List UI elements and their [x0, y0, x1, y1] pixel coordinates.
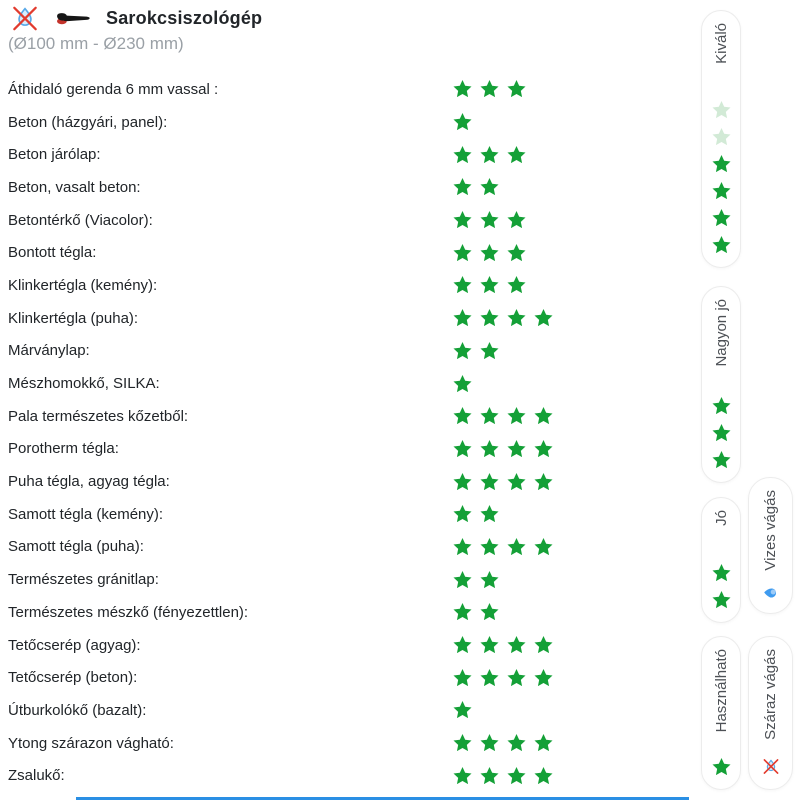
star-icon: [480, 440, 499, 458]
star-icon: [453, 342, 472, 360]
star-icon: [453, 113, 472, 131]
star-icon: [712, 182, 731, 200]
star-icon: [712, 397, 731, 415]
star-rating: [453, 342, 499, 360]
star-icon: [453, 80, 472, 98]
star-icon: [453, 375, 472, 393]
star-icon: [480, 407, 499, 425]
legend-pill-stars: [712, 397, 731, 482]
star-icon: [480, 669, 499, 687]
star-rating: [453, 734, 553, 752]
material-row: [8, 498, 688, 531]
star-icon: [453, 244, 472, 262]
star-icon: [534, 538, 553, 556]
legend-rating-pill: [701, 10, 741, 268]
legend-pill-label: Száraz vágás: [762, 649, 779, 740]
star-icon: [534, 767, 553, 785]
star-icon: [507, 538, 526, 556]
star-icon: [480, 505, 499, 523]
material-row: [8, 236, 688, 269]
star-icon: [507, 636, 526, 654]
materials-list: [8, 73, 688, 792]
legend-pill-label: Vizes vágás: [762, 490, 779, 571]
material-row: [8, 302, 688, 335]
star-icon: [507, 80, 526, 98]
star-icon: [453, 309, 472, 327]
legend-pill-stars: [712, 564, 731, 622]
material-label: Klinkertégla (kemény):: [8, 276, 158, 294]
star-rating: [453, 440, 553, 458]
material-label: Samott tégla (kemény):: [8, 505, 164, 523]
star-icon: [453, 767, 472, 785]
material-label: Betontérkő (Viacolor):: [8, 211, 153, 229]
material-row: [8, 73, 688, 106]
legend-rating-pill: [701, 636, 741, 790]
legend-rating-pill: [701, 497, 741, 623]
legend-cutting-pill: [748, 477, 793, 614]
star-icon: [534, 636, 553, 654]
material-row: [8, 661, 688, 694]
star-icon: [453, 701, 472, 719]
star-rating: [453, 473, 553, 491]
star-icon: [480, 146, 499, 164]
star-icon: [507, 309, 526, 327]
star-icon: [712, 128, 731, 146]
star-icon: [507, 473, 526, 491]
star-icon: [453, 407, 472, 425]
star-icon: [480, 276, 499, 294]
material-row: [8, 629, 688, 662]
star-rating: [453, 603, 499, 621]
material-row: [8, 465, 688, 498]
star-icon: [480, 473, 499, 491]
material-label: Klinkertégla (puha):: [8, 309, 139, 327]
star-icon: [453, 276, 472, 294]
star-icon: [507, 276, 526, 294]
star-rating: [453, 701, 472, 719]
star-icon: [480, 342, 499, 360]
material-row: [8, 563, 688, 596]
material-label: Természetes gránitlap:: [8, 571, 159, 589]
material-row: [8, 269, 688, 302]
star-rating: [453, 636, 553, 654]
star-icon: [507, 767, 526, 785]
star-icon: [712, 564, 731, 582]
star-rating: [453, 178, 499, 196]
star-icon: [480, 636, 499, 654]
star-rating: [453, 767, 553, 785]
material-row: [8, 204, 688, 237]
material-label: Puha tégla, agyag tégla:: [8, 473, 170, 491]
legend-pill-label: Használható: [712, 649, 730, 733]
material-label: Beton, vasalt beton:: [8, 178, 141, 196]
star-icon: [507, 146, 526, 164]
star-icon: [453, 505, 472, 523]
star-icon: [507, 407, 526, 425]
legend-pill-label: Nagyon jó: [712, 299, 730, 367]
star-icon: [453, 538, 472, 556]
star-icon: [712, 101, 731, 119]
star-icon: [712, 758, 731, 776]
no-wet-cutting-icon: [762, 758, 780, 789]
page-title: Sarokcsiszológép: [106, 8, 263, 28]
material-label: Tetőcserép (agyag):: [8, 636, 141, 654]
star-icon: [480, 603, 499, 621]
legend-pill-stars: [712, 101, 731, 267]
star-icon: [480, 538, 499, 556]
material-label: Beton járólap:: [8, 146, 101, 164]
legend-pill-stars: [712, 758, 731, 789]
star-icon: [534, 734, 553, 752]
star-rating: [453, 538, 553, 556]
legend-pill-label: Kiváló: [712, 23, 730, 64]
material-row: [8, 531, 688, 564]
star-icon: [712, 209, 731, 227]
star-icon: [453, 473, 472, 491]
material-row: [8, 106, 688, 139]
star-icon: [480, 571, 499, 589]
star-icon: [453, 669, 472, 687]
star-icon: [453, 146, 472, 164]
material-row: [8, 171, 688, 204]
star-icon: [507, 440, 526, 458]
material-label: Ytong szárazon vágható:: [8, 734, 174, 752]
star-rating: [453, 113, 472, 131]
material-row: [8, 596, 688, 629]
star-icon: [712, 591, 731, 609]
material-row: [8, 694, 688, 727]
star-icon: [507, 734, 526, 752]
star-rating: [453, 407, 553, 425]
star-icon: [453, 734, 472, 752]
header: [10, 5, 262, 32]
material-label: Áthidaló gerenda 6 mm vassal :: [8, 80, 219, 98]
angle-grinder-icon: [55, 10, 91, 27]
star-icon: [480, 309, 499, 327]
star-rating: [453, 211, 526, 229]
star-icon: [480, 244, 499, 262]
star-rating: [453, 146, 526, 164]
star-rating: [453, 309, 553, 327]
star-rating: [453, 669, 553, 687]
star-icon: [453, 571, 472, 589]
legend-rating-pill: [701, 286, 741, 483]
star-rating: [453, 244, 526, 262]
star-icon: [480, 734, 499, 752]
material-label: Zsalukő:: [8, 767, 65, 785]
no-wet-cutting-icon: [10, 5, 40, 32]
star-icon: [507, 669, 526, 687]
star-icon: [453, 603, 472, 621]
star-icon: [453, 211, 472, 229]
star-icon: [480, 767, 499, 785]
material-label: Márványlap:: [8, 342, 90, 360]
star-icon: [453, 636, 472, 654]
star-icon: [507, 244, 526, 262]
material-label: Porotherm tégla:: [8, 440, 119, 458]
material-row: [8, 138, 688, 171]
star-icon: [712, 424, 731, 442]
material-row: [8, 727, 688, 760]
material-row: [8, 367, 688, 400]
material-label: Mészhomokkő, SILKA:: [8, 375, 160, 393]
material-label: Bontott tégla:: [8, 244, 97, 262]
star-rating: [453, 276, 526, 294]
star-icon: [534, 309, 553, 327]
star-icon: [712, 155, 731, 173]
star-icon: [507, 211, 526, 229]
legend-cutting-pill: [748, 636, 793, 790]
star-icon: [480, 178, 499, 196]
star-rating: [453, 571, 499, 589]
material-label: Samott tégla (puha):: [8, 538, 144, 556]
star-icon: [453, 178, 472, 196]
material-label: Beton (házgyári, panel):: [8, 113, 168, 131]
material-label: Útburkolókő (bazalt):: [8, 701, 147, 719]
star-icon: [534, 669, 553, 687]
material-row: [8, 759, 688, 792]
material-row: [8, 433, 688, 466]
star-icon: [480, 80, 499, 98]
material-row: [8, 335, 688, 368]
star-icon: [534, 473, 553, 491]
star-icon: [480, 211, 499, 229]
star-icon: [534, 440, 553, 458]
legend-pill-label: Jó: [712, 510, 730, 526]
star-rating: [453, 375, 472, 393]
star-icon: [712, 451, 731, 469]
star-icon: [712, 236, 731, 254]
material-label: Pala természetes kőzetből:: [8, 407, 189, 425]
diameter-range: (Ø100 mm - Ø230 mm): [8, 34, 184, 53]
star-icon: [453, 440, 472, 458]
material-row: [8, 400, 688, 433]
water-drop-icon: [763, 585, 779, 613]
star-icon: [534, 407, 553, 425]
star-rating: [453, 80, 526, 98]
star-rating: [453, 505, 499, 523]
material-label: Természetes mészkő (fényezettlen):: [8, 603, 249, 621]
material-label: Tetőcserép (beton):: [8, 669, 138, 687]
